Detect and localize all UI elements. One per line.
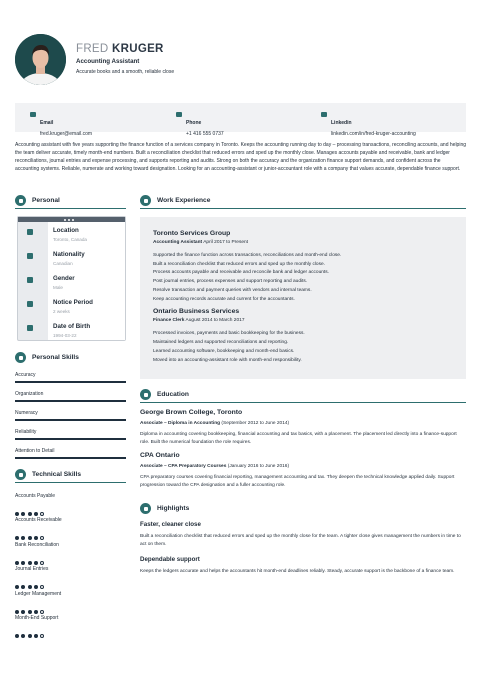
personal-value: Male [53, 285, 63, 290]
phone-label: Phone [186, 120, 202, 126]
skill-rating [15, 527, 46, 532]
skill-bar [15, 457, 126, 459]
skill-bar [15, 438, 126, 440]
personal-skill [15, 372, 126, 378]
personal-skills-icon [15, 352, 26, 363]
rating-dot [28, 536, 32, 540]
section-title: Personal [32, 197, 60, 204]
rating-dot [21, 585, 25, 589]
section-rule [15, 208, 126, 209]
skill-name: Accuracy [15, 372, 36, 378]
education-description: CPA preparatory courses covering financial reporting, management accounting and tax. They deepen the technical knowledge applied daily. Support progression toward the CPA designation and a fuller accounting role. [140, 475, 455, 488]
rating-dot [28, 610, 32, 614]
section-education [140, 389, 466, 401]
rating-dot [15, 561, 19, 565]
contact-linkedin [331, 111, 416, 137]
section-rule [15, 482, 126, 483]
experience-item: Learned accounting software, bookkeeping and month-end basics. [153, 349, 295, 354]
personal-row-nationality [18, 247, 125, 271]
section-rule [140, 402, 466, 403]
person-icon [27, 277, 33, 283]
experience-meta [153, 318, 244, 323]
rating-dot [28, 561, 32, 565]
technical-skills-icon [15, 469, 26, 480]
personal-row-location [18, 223, 125, 247]
profile-summary: Accounting assistant with five years supporting the finance function of a services company in Toronto. Keeps the accounting running day to day – processing transactions, reconciling accounts, and helping the team deliver accurate, timely month-end numbers. Built a reconciliation checklist that reduced errors and sped up the monthly close. Manages accounts payable and receivable, bank and ledger reconciliations, journal entries and expense processing, and supports reporting and audits. Strong on both the accuracy and the organization finance support demands, and confident across the accounting systems. Reliable, numerate and working toward designation. Looking for an accounting-assistant or junior-accountant role with a company that values accurate, dependable finance support. [15, 142, 467, 172]
section-title: Education [157, 391, 189, 398]
contact-phone [186, 111, 224, 137]
personal-section-icon [15, 195, 26, 206]
highlight-description: Keeps the ledgers accurate and helps the accountants hit month-end deadlines reliably. Steady, accurate support is the backbone of a finance team. [140, 569, 455, 574]
rating-dot [28, 585, 32, 589]
rating-dot [15, 512, 19, 516]
experience-meta [153, 240, 248, 245]
experience-dates: April 2017 to Present [203, 240, 249, 245]
contact-email [40, 111, 92, 137]
experience-company: Toronto Services Group [153, 230, 231, 237]
skill-name: Numeracy [15, 410, 38, 416]
technical-skill-name: Accounts Receivable [15, 517, 62, 523]
experience-item: Process accounts payable and receivable and reconcile bank and ledger accounts. [153, 270, 329, 275]
flag-icon [27, 253, 33, 259]
rating-dot [40, 561, 44, 565]
candidate-name [76, 43, 164, 55]
skill-rating [15, 576, 46, 581]
linkedin-icon [321, 112, 327, 117]
rating-dot [21, 512, 25, 516]
personal-label: Gender [53, 275, 75, 282]
highlight-title: Dependable support [140, 556, 200, 563]
rating-dot [15, 536, 19, 540]
rating-dot [34, 634, 38, 638]
personal-row-dob [18, 319, 125, 343]
skill-rating [15, 625, 46, 630]
rating-dot [21, 634, 25, 638]
personal-value: 2 weeks [53, 309, 70, 314]
personal-row-gender [18, 271, 125, 295]
personal-value: Toronto, Canada [53, 237, 87, 242]
education-degree: Associate – CPA Preparatory Courses [140, 464, 227, 469]
experience-item: Moved into an accounting-assistant role with month-end responsibility. [153, 358, 302, 363]
section-highlights [140, 503, 466, 515]
education-description: Diploma in accounting covering bookkeeping, financial accounting and tax basics, with a placement. The placement led directly into a finance-support role. Built the numerical foundation the role requires. [140, 432, 457, 445]
personal-label: Notice Period [53, 299, 93, 306]
education-meta [140, 464, 289, 469]
linkedin-value[interactable]: linkedin.com/in/fred-kruger-accounting [331, 131, 416, 137]
experience-company: Ontario Business Services [153, 308, 240, 315]
technical-skill-name: Bank Reconciliation [15, 542, 59, 548]
profile-photo [15, 34, 66, 85]
section-title: Technical Skills [32, 471, 81, 478]
tagline: Accurate books and a smooth, reliable close [76, 69, 175, 75]
education-dates: (September 2012 to June 2014) [221, 421, 290, 426]
rating-dot [15, 634, 19, 638]
hourglass-icon [27, 301, 33, 307]
rating-dot [40, 536, 44, 540]
personal-skill [15, 448, 126, 454]
personal-skill [15, 410, 126, 416]
phone-icon [176, 112, 182, 117]
rating-dot [21, 561, 25, 565]
section-personal [15, 195, 126, 207]
technical-skill-name: Ledger Management [15, 591, 62, 597]
last-name: KRUGER [112, 43, 164, 55]
first-name: FRED [76, 43, 109, 55]
highlights-icon [140, 503, 151, 514]
experience-item: Post journal entries, process expenses and support reporting and audits. [153, 279, 308, 284]
dot [72, 219, 74, 221]
dot [64, 219, 66, 221]
education-school: George Brown College, Toronto [140, 409, 243, 416]
skill-bar [15, 419, 126, 421]
personal-value: 1994-03-22 [53, 333, 77, 338]
skill-name: Reliability [15, 429, 37, 435]
rating-dot [34, 585, 38, 589]
technical-skill-name: Month-End Support [15, 615, 59, 621]
experience-title: Finance Clerk [153, 318, 185, 323]
rating-dot [15, 585, 19, 589]
skill-bar [15, 381, 126, 383]
section-title: Work Experience [157, 197, 211, 204]
experience-item: Built a reconciliation checklist that reduced errors and sped up the monthly close. [153, 262, 325, 267]
email-value[interactable]: fred.kruger@email.com [40, 131, 93, 137]
email-label: Email [40, 120, 54, 126]
skill-rating [15, 503, 46, 508]
section-work-experience [140, 195, 466, 207]
personal-skill [15, 391, 126, 397]
location-pin-icon [27, 229, 33, 235]
personal-label: Location [53, 227, 79, 234]
highlight-title: Faster, cleaner close [140, 521, 201, 528]
section-personal-skills [15, 352, 126, 364]
section-title: Personal Skills [32, 354, 79, 361]
personal-label: Date of Birth [53, 323, 91, 330]
rating-dot [28, 634, 32, 638]
email-icon [30, 112, 36, 117]
rating-dot [21, 610, 25, 614]
rating-dot [21, 536, 25, 540]
phone-value[interactable]: +1 416 555 0737 [186, 131, 224, 137]
dot [68, 219, 70, 221]
technical-skill-name: Accounts Payable [15, 493, 56, 499]
personal-label: Nationality [53, 251, 85, 258]
education-degree: Associate – Diploma in Accounting [140, 421, 221, 426]
experience-item: Supported the finance function across transactions, reconciliations and month-end close. [153, 253, 342, 258]
rating-dot [34, 512, 38, 516]
rating-dot [40, 610, 44, 614]
experience-item: Keep accounting records accurate and current for the accountants. [153, 297, 295, 302]
personal-value: Canadian [53, 261, 73, 266]
job-title: Accounting Assistant [76, 58, 140, 65]
skill-rating [15, 552, 46, 557]
education-icon [140, 389, 151, 400]
experience-item: Maintained ledgers and supported reconciliations and reporting. [153, 340, 289, 345]
education-dates: (January 2016 to June 2016) [227, 464, 290, 469]
rating-dot [40, 512, 44, 516]
experience-title: Accounting Assistant [153, 240, 203, 245]
education-meta [140, 421, 289, 426]
experience-dates: August 2014 to March 2017 [185, 318, 245, 323]
section-rule [140, 208, 466, 209]
rating-dot [34, 610, 38, 614]
skill-rating [15, 601, 46, 606]
personal-row-notice [18, 295, 125, 319]
skill-name: Attention to Detail [15, 448, 55, 454]
rating-dot [34, 561, 38, 565]
technical-skill-name: Journal Entries [15, 566, 49, 572]
section-title: Highlights [157, 505, 190, 512]
work-experience-icon [140, 195, 151, 206]
experience-item: Resolve transaction and payment queries with vendors and internal teams. [153, 288, 312, 293]
contact-bar [15, 103, 466, 137]
personal-card [17, 216, 126, 341]
rating-dot [15, 610, 19, 614]
experience-item: Processed invoices, payments and basic bookkeeping for the business. [153, 331, 305, 336]
linkedin-label: Linkedin [331, 120, 352, 126]
rating-dot [40, 634, 44, 638]
section-technical-skills [15, 469, 126, 481]
skill-bar [15, 400, 126, 402]
skill-name: Organization [15, 391, 44, 397]
cake-icon [27, 325, 33, 331]
education-school: CPA Ontario [140, 452, 180, 459]
rating-dot [34, 536, 38, 540]
rating-dot [40, 585, 44, 589]
highlight-description: Built a reconciliation checklist that reduced errors and sped up the monthly close for the team. A tighter close gives management the numbers in time to act on them. [140, 534, 461, 547]
personal-skill [15, 429, 126, 435]
rating-dot [28, 512, 32, 516]
